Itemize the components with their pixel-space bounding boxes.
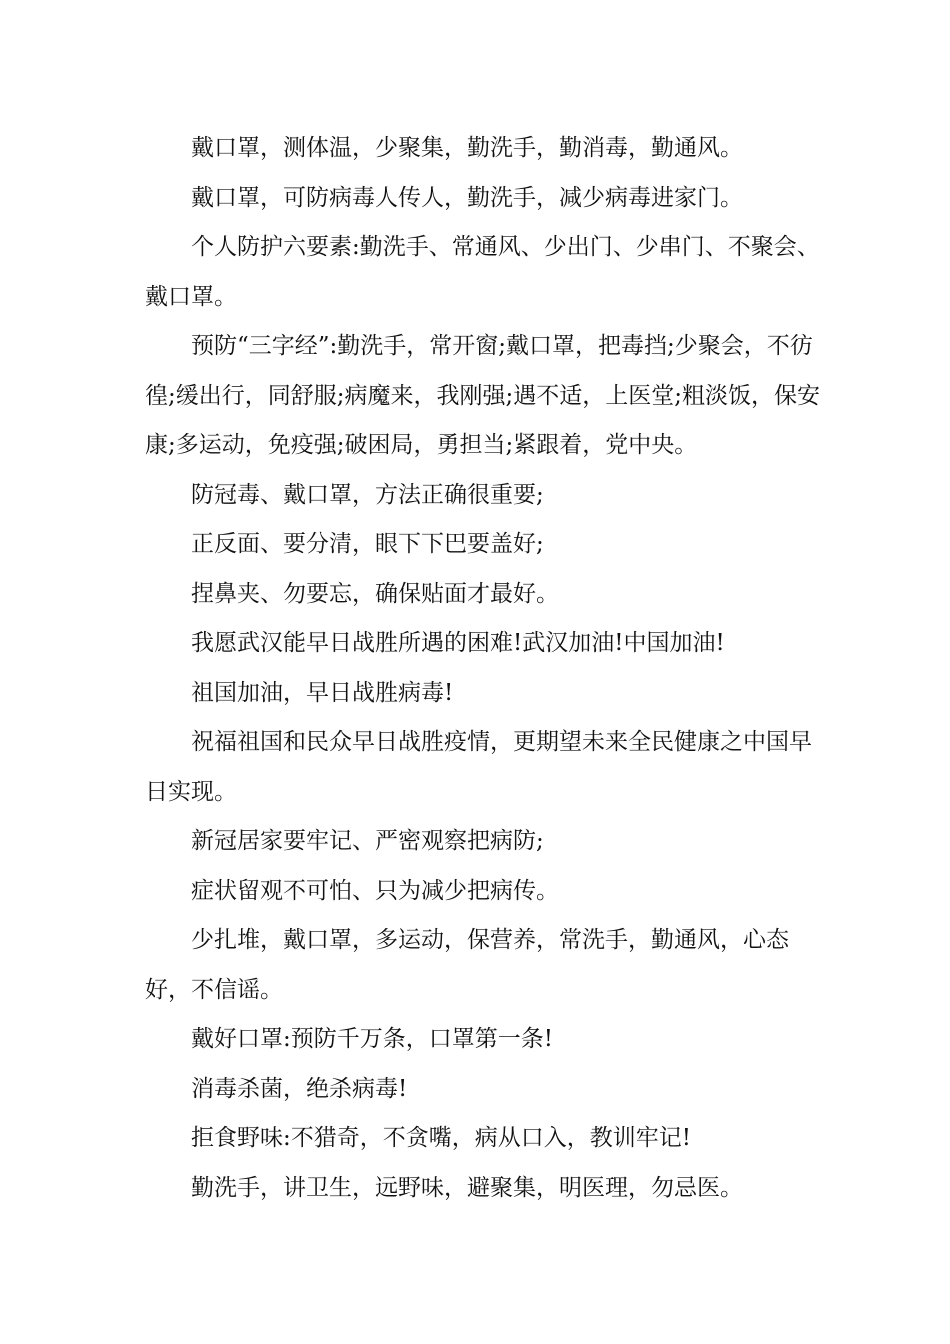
paragraph-2: 戴口罩，可防病毒人传人，勤洗手，减少病毒进家门。 [191,184,743,211]
document-body [145,124,825,1213]
paragraph-12: 症状留观不可怕、只为减少把病传。 [191,877,559,904]
paragraph-3: 个人防护六要素:勤洗手、常通风、少出门、少串门、不聚会、戴口罩。 [145,234,820,310]
paragraph-17: 勤洗手，讲卫生，远野味，避聚集，明医理，勿忌医。 [191,1174,743,1201]
paragraph-11: 新冠居家要牢记、严密观察把病防; [191,828,544,854]
paragraph-6: 正反面、要分清，眼下下巴要盖好; [191,531,544,557]
paragraph-1: 戴口罩，测体温，少聚集，勤洗手，勤消毒，勤通风。 [191,135,743,161]
paragraph-8: 我愿武汉能早日战胜所遇的困难!武汉加油!中国加油! [191,630,725,656]
paragraph-7: 捏鼻夹、勿要忘，确保贴面才最好。 [191,580,559,607]
paragraph-15: 消毒杀菌，绝杀病毒! [191,1075,408,1102]
paragraph-16: 拒食野味:不猎奇，不贪嘴，病从口入，教训牢记! [191,1125,691,1151]
paragraph-14: 戴好口罩:预防千万条，口罩第一条! [191,1026,553,1052]
paragraph-5: 防冠毒、戴口罩，方法正确很重要; [191,481,544,508]
paragraph-13: 少扎堆，戴口罩，多运动，保营养，常洗手，勤通风，心态好，不信谣。 [145,927,789,1003]
paragraph-4: 预防“三字经”:勤洗手，常开窗;戴口罩，把毒挡;少聚会，不彷徨;缓出行，同舒服;病魔来，我刚强;遇不适，上医堂;粗淡饭，保安康;多运动，免疫强;破困局，勇担当;紧跟着，党中央。 [145,333,820,458]
paragraph-10: 祝福祖国和民众早日战胜疫情，更期望未来全民健康之中国早日实现。 [145,729,812,805]
paragraph-9: 祖国加油，早日战胜病毒! [191,679,454,706]
